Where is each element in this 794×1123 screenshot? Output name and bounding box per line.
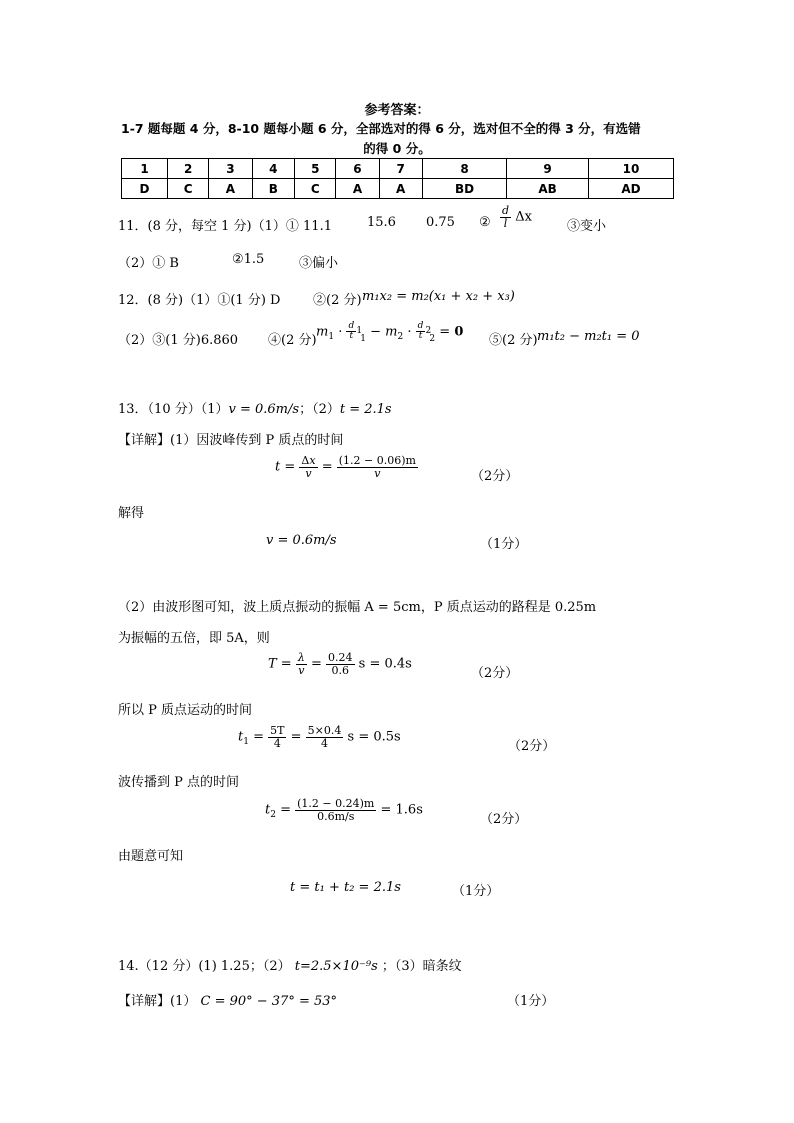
answer-table: [121, 158, 674, 199]
q13-header: [118, 398, 392, 417]
q13-eq3-denominator: 0.6: [331, 663, 349, 677]
table-cell: A: [379, 179, 422, 199]
table-row-numbers: [122, 159, 674, 179]
q12-line1-b: ②(2 分): [313, 293, 362, 308]
q14-detail-label: 【详解】(1）: [118, 994, 197, 1009]
q11-marker-2: ②: [479, 215, 491, 230]
table-cell: 3: [209, 159, 252, 179]
q11-value-2: 15.6: [367, 215, 396, 230]
q13-eq4-numerator-1: 5T: [270, 724, 285, 737]
q11-frac-den: l: [503, 216, 508, 230]
q12-line2-c-equation: m₁t₂ − m₂t₁ = 0: [537, 329, 640, 344]
q13-equation-4: $t_1$ = $\frac{5T}{4}$ = $\frac{5\times 0.4}{4}$ s = 0.5s: [238, 724, 401, 750]
q12-line2-c: ⑤(2 分): [489, 333, 538, 348]
table-cell: A: [209, 179, 252, 199]
q13-score-eq2: （1分）: [480, 537, 528, 552]
q13-score-eq6: （1分）: [452, 884, 500, 899]
q13-header-label: 13．（10 分）（1）: [118, 402, 229, 417]
q13-eq3-numerator: 0.24: [328, 651, 353, 664]
q13-eq5-numerator: (1.2 − 0.24)m: [297, 797, 375, 810]
q13-equation-5: $t_2$ = $\frac{(1.2 - 0.24)m}{0.6m/s}$ = 1.6s: [265, 797, 423, 823]
q13-answer-2: t = 2.1s: [339, 402, 392, 417]
table-cell: B: [252, 179, 295, 199]
q13-detail-1: 【详解】(1）因波峰传到 P 质点的时间: [118, 433, 344, 448]
q13-equation-1: t = $\frac{\Delta x}{v}$ = $\frac{(1.2 - 0.06)m}{v}$: [275, 454, 416, 480]
table-cell: 10: [588, 159, 673, 179]
q12-line2-a: （2）③(1 分)6.860: [118, 333, 239, 348]
table-cell: C: [295, 179, 336, 199]
q14-equation: C = 90° − 37° = 53°: [200, 994, 338, 1009]
q13-eq5-denominator: 0.6m/s: [317, 809, 355, 823]
table-cell: A: [336, 179, 379, 199]
q12-line1-equation: m₁x₂ = m₂(x₁ + x₂ + x₃): [362, 289, 515, 304]
q12-line2-b: ④(2 分): [268, 333, 317, 348]
q13-eq4-denominator-1: 4: [273, 736, 281, 750]
table-cell: 5: [295, 159, 336, 179]
q13-part2-line1: （2）由波形图可知，波上质点振动的振幅 A = 5cm，P 质点运动的路程是 0.25m: [118, 600, 597, 615]
table-row-answers: [122, 179, 674, 199]
q13-eq4-numerator-2: 5×0.4: [307, 724, 342, 737]
q13-score-eq3: （2分）: [471, 666, 519, 681]
q13-eq4-tail: s = 0.5s: [347, 729, 401, 745]
q11-value-3: 0.75: [426, 215, 455, 230]
table-cell: 9: [507, 159, 589, 179]
q11-line2-c: ③偏小: [299, 256, 339, 271]
table-cell: AD: [588, 179, 673, 199]
q13-suoyi: 所以 P 质点运动的时间: [118, 703, 253, 718]
q13-score-eq5: （2分）: [480, 812, 528, 827]
q14-header-c: ；（3）暗条纹: [381, 959, 462, 974]
q14-score: （1分）: [507, 994, 555, 1009]
q14-header: [118, 955, 462, 974]
q14-detail: [118, 990, 337, 1009]
table-cell: C: [168, 179, 209, 199]
table-cell: 2: [168, 159, 209, 179]
q13-answer-1: v = 0.6m/s: [228, 402, 300, 417]
q12-line1-a: 12．(8 分)（1）①(1 分) D: [118, 293, 281, 308]
q13-bochuan: 波传播到 P 点的时间: [118, 775, 240, 790]
q13-eq1-numerator: (1.2 − 0.06)m: [338, 454, 416, 467]
table-cell: 1: [122, 159, 168, 179]
q13-eq5-tail: = 1.6s: [380, 802, 423, 818]
table-cell: 8: [422, 159, 506, 179]
scoring-rule-line1: 1-7 题每题 4 分，8-10 题每小题 6 分，全部选对的得 6 分，选对但不全的得 3 分，有选错: [121, 121, 641, 136]
table-cell: 7: [379, 159, 422, 179]
q14-header-b: t=2.5×10⁻⁹s: [294, 959, 378, 974]
q11-frac-tail: Δx: [515, 209, 532, 225]
q11-line2-a: （2）① B: [118, 256, 179, 271]
q11-item-3: ③变小: [567, 219, 607, 234]
table-cell: 4: [252, 159, 295, 179]
q13-equation-3: T = $\frac{\lambda}{v}$ = $\frac{0.24}{0.6}$ s = 0.4s: [268, 651, 412, 677]
table-cell: BD: [422, 179, 506, 199]
q11-formula: [500, 205, 532, 229]
answer-title: 参考答案：: [364, 103, 430, 118]
table-cell: 6: [336, 159, 379, 179]
table-cell: AB: [507, 179, 589, 199]
q13-eq3-tail: s = 0.4s: [358, 656, 412, 672]
table-cell: D: [122, 179, 168, 199]
q13-equation-6: t = t₁ + t₂ = 2.1s: [290, 880, 401, 895]
q13-eq4-denominator-2: 4: [321, 736, 329, 750]
q13-youtiyi: 由题意可知: [118, 849, 184, 864]
q11-frac-num: d: [502, 204, 510, 217]
q13-separator: ；（2）: [299, 402, 340, 417]
q11-line2-b: ②1.5: [232, 252, 265, 267]
q14-header-a: 14.（12 分）(1) 1.25；（2）: [118, 959, 291, 974]
q13-jiede: 解得: [118, 506, 145, 521]
q13-score-eq1: （2分）: [471, 469, 519, 484]
q12-formula-4: $m_1$ · $\frac{d}{t}$ 1 $_1 - m_2$ · $\frac{d}{t}$ 2 $_2$ = 0: [316, 321, 464, 345]
q13-equation-2: v = 0.6m/s: [266, 533, 337, 548]
scoring-rule-line2: 的得 0 分。: [363, 141, 431, 156]
q11-line1-prefix: 11．(8 分，每空 1 分)（1）① 11.1: [118, 219, 332, 234]
q13-score-eq4: （2分）: [508, 739, 556, 754]
q13-part2-line2: 为振幅的五倍，即 5A，则: [118, 631, 270, 646]
